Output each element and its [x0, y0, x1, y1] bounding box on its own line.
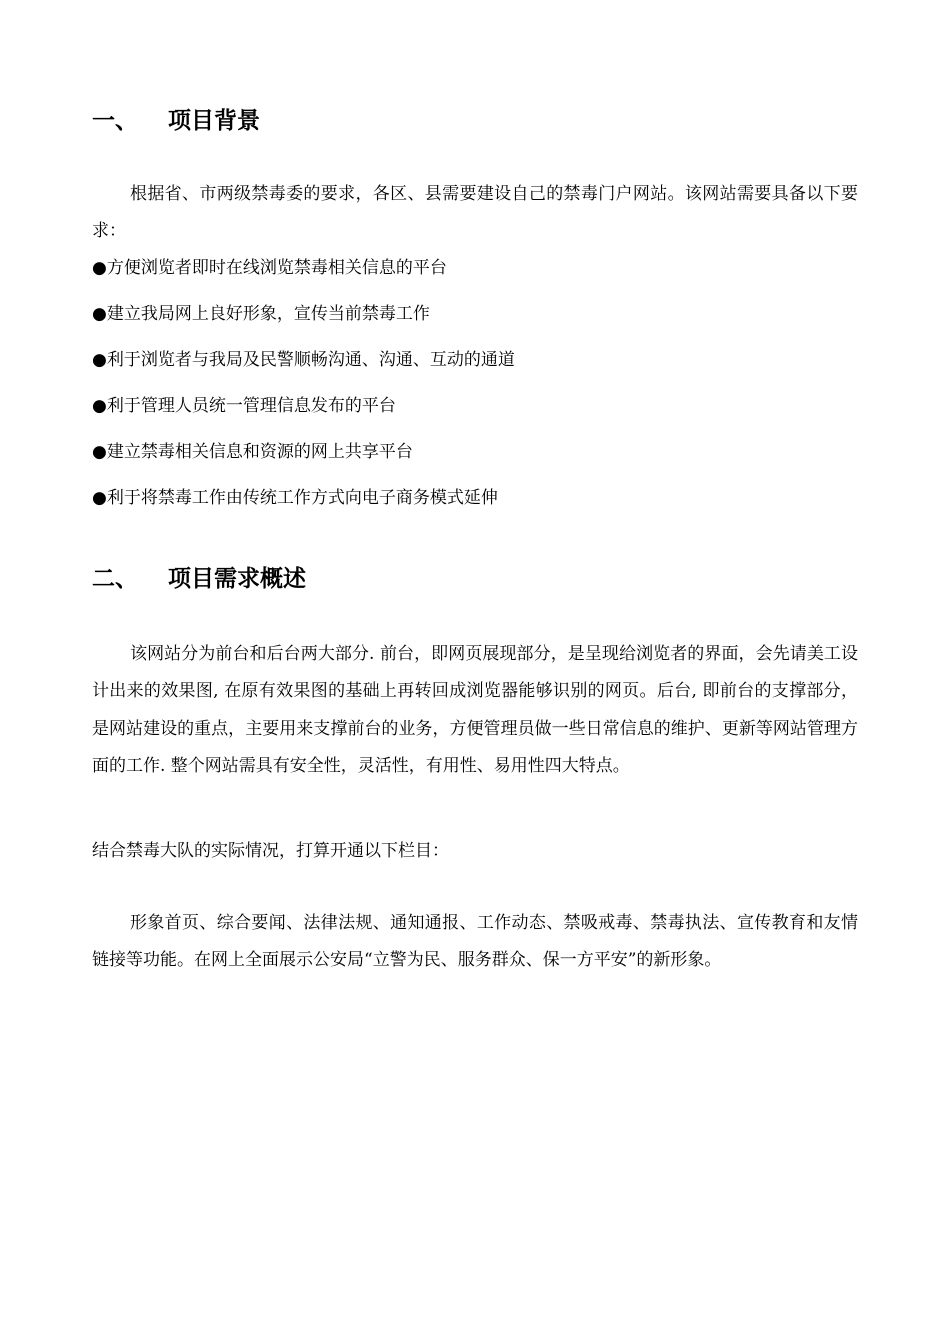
- requirement-item: ●建立禁毒相关信息和资源的网上共享平台: [92, 442, 413, 462]
- section-heading-requirements: [92, 564, 306, 594]
- columns-intro-paragraph: 结合禁毒大队的实际情况，打算开通以下栏目：: [92, 841, 449, 861]
- columns-list-paragraph: 形象首页、综合要闻、法律法规、通知通报、工作动态、禁吸戒毒、禁毒执法、宣传教育和友情链接等功能。在网上全面展示公安局“立警为民、服务群众、保一方平安”的新形象。: [92, 913, 858, 971]
- requirement-item: ●利于浏览者与我局及民警顺畅沟通、沟通、互动的通道: [92, 350, 515, 370]
- intro-paragraph: 根据省、市两级禁毒委的要求，各区、县需要建设自己的禁毒门户网站。该网站需要具备以下要求：: [92, 184, 858, 242]
- requirement-item: ●方便浏览者即时在线浏览禁毒相关信息的平台: [92, 258, 447, 278]
- section-title: 项目需求概述: [168, 566, 306, 592]
- overview-paragraph: 该网站分为前台和后台两大部分. 前台，即网页展现部分，是呈现给浏览者的界面，会先请美工设计出来的效果图, 在原有效果图的基础上再转回成浏览器能够识别的网页。后台, 即前台的支撑部分，是网站建设的重点，主要用来支撑前台的业务，方便管理员做一些日常信息的维护、更新等网站管理方面的工作. 整个网站需具有安全性，灵活性，有用性、易用性四大特点。: [92, 644, 858, 776]
- section-title: 项目背景: [168, 108, 260, 134]
- requirement-item: ●建立我局网上良好形象，宣传当前禁毒工作: [92, 304, 430, 324]
- section-number: 一、: [92, 108, 138, 134]
- requirement-item: ●利于管理人员统一管理信息发布的平台: [92, 396, 396, 416]
- section-number: 二、: [92, 566, 138, 592]
- requirement-item: ●利于将禁毒工作由传统工作方式向电子商务模式延伸: [92, 488, 498, 508]
- section-heading-background: [92, 106, 260, 136]
